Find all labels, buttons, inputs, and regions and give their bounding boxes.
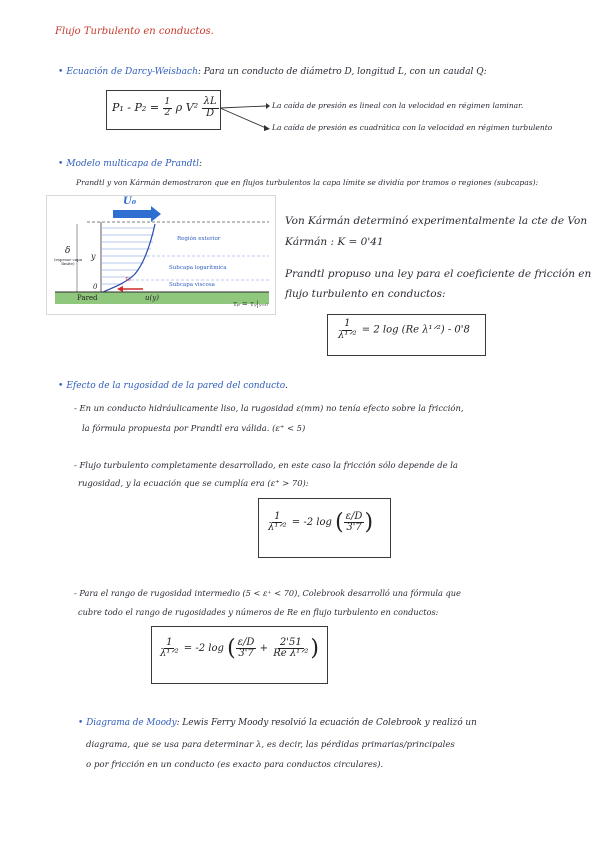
delta-label: δ (65, 246, 71, 256)
rough-eq-inner-num: ε/D (345, 510, 363, 522)
colebrook-eq-a-den: 3'7 (238, 648, 254, 659)
paren-close: ) (310, 636, 320, 661)
moody-heading (78, 718, 477, 728)
prandtl-rest: : (199, 159, 203, 169)
darcy-eq-frac (202, 97, 219, 119)
region-outer-label: Región exterior (177, 236, 221, 242)
arrow-line-2 (220, 108, 266, 128)
bullet-dot: • (78, 718, 84, 728)
darcy-eq-mid: ρ V² (175, 101, 199, 114)
darcy-heading (58, 67, 487, 77)
colebrook-eq-a-num: ε/D (237, 636, 255, 648)
u0-arrow-body (113, 210, 151, 218)
colebrook-eq-frac (158, 638, 181, 660)
moody-line-3: o por fricción en un conducto (es exacto para conductos circulares). (86, 760, 384, 770)
rugosidad-p3b: cubre todo el rango de rugosidades y números de Re en flujo turbulento en conductos: (78, 607, 439, 617)
rugosidad-lead: Efecto de la rugosidad de la pared del conducto (66, 381, 286, 391)
rough-eq-inner (344, 512, 365, 534)
prandtl-eq-frac (336, 319, 359, 341)
prandtl-lead: Modelo multicapa de Prandtl (66, 159, 200, 169)
colebrook-eq-b (271, 638, 310, 660)
prandtl-law-text-2: flujo turbulento en conductos: (285, 288, 446, 300)
darcy-lead: Ecuación de Darcy-Weisbach (66, 67, 198, 77)
paren-close: ) (364, 510, 374, 535)
region-log-label: Subcapa logarítmica (169, 265, 227, 271)
arrow-head-2 (264, 125, 270, 131)
prandtl-eq-den: λ¹ᐟ² (338, 329, 357, 341)
darcy-eq-half (163, 98, 173, 118)
darcy-note-laminar: La caída de presión es lineal con la velocidad en régimen laminar. (272, 101, 524, 110)
prandtl-law-text-1: Prandtl propuso una ley para el coeficiente de fricción en (285, 268, 592, 280)
vonkarman-text-1: Von Kármán determinó experimentalmente la cte de Von (285, 215, 588, 227)
darcy-eq-left: P₁ - P₂ = (112, 101, 160, 114)
prandtl-equation (336, 319, 470, 341)
darcy-eq-frac-den: D (206, 107, 215, 119)
prandtl-heading (58, 159, 202, 169)
colebrook-equation (158, 636, 319, 661)
rugosidad-heading (58, 381, 288, 391)
colebrook-eq-a (236, 638, 257, 660)
darcy-arrows (218, 96, 270, 132)
uy-label: u(y) (145, 294, 159, 302)
rough-eq-num: 1 (274, 510, 281, 522)
rugosidad-rest: . (285, 381, 288, 391)
moody-line-2: diagrama, que se usa para determinar λ, es decir, las pérdidas primarias/principales (86, 740, 455, 750)
tau-arrow-head (117, 286, 123, 292)
rough-eq-den: λ¹ᐟ² (268, 522, 287, 533)
region-viscous-label: Subcapa viscosa (169, 282, 215, 288)
u0-arrow-head (151, 206, 161, 222)
rough-eq-inner-den: 3'7 (346, 522, 362, 533)
origin-label: 0 (93, 283, 98, 291)
paren-open: ( (227, 636, 236, 661)
moody-lead: Diagrama de Moody (86, 718, 177, 728)
arrow-head-1 (266, 103, 270, 109)
darcy-equation (112, 97, 219, 119)
rugosidad-p2b: rugosidad, y la ecuación que se cumplía era (ε⁺ > 70): (78, 478, 309, 488)
vonkarman-text-2: Kármán : K = 0'41 (285, 236, 384, 248)
boundary-layer-figure (46, 195, 276, 315)
darcy-eq-half-den: 2 (164, 107, 171, 118)
colebrook-eq-den: λ¹ᐟ² (160, 648, 179, 659)
colebrook-eq-plus: + (259, 643, 269, 654)
colebrook-eq-num: 1 (166, 636, 173, 648)
darcy-rest: : Para un conducto de diámetro D, longitud L, con un caudal Q: (197, 67, 487, 77)
darcy-eq-frac-num: λL (203, 96, 217, 107)
delta-sub-label: (espesor capa límite) (53, 257, 83, 267)
page-title: Flujo Turbulento en conductos. (55, 26, 214, 37)
rugosidad-p2a: - Flujo turbulento completamente desarrollado, en este caso la fricción sólo depende de la (74, 460, 458, 470)
rough-eq-mid: = -2 log (291, 517, 332, 528)
moody-rest: : Lewis Ferry Moody resolvió la ecuación de Colebrook y realizó un (176, 718, 477, 728)
rough-eq-frac (266, 512, 289, 534)
tau-equation: τₚ = τᵧ|ᵧ₌₀ (233, 300, 268, 308)
bullet-dot: • (58, 67, 64, 77)
bullet-dot: • (58, 381, 64, 391)
y-label: y (91, 252, 96, 261)
colebrook-eq-b-den: Re λ¹ᐟ² (273, 648, 309, 659)
prandtl-intro: Prandtl y von Kármán demostraron que en flujos turbulentos la capa límite se dividía por tramos o regiones (subcapas): (76, 178, 539, 187)
darcy-eq-half-num: 1 (164, 97, 171, 108)
u0-label: U₀ (123, 196, 137, 207)
colebrook-eq-mid: = -2 log (183, 643, 224, 654)
rugosidad-p3a: - Para el rango de rugosidad intermedio (5 < ε⁺ < 70), Colebrook desarrolló una fórmula que (74, 588, 461, 598)
paren-open: ( (335, 510, 344, 535)
rough-equation (266, 510, 373, 535)
tau-label: τₚ (125, 276, 131, 283)
pared-label: Pared (77, 294, 98, 302)
colebrook-eq-b-num: 2'51 (279, 636, 302, 648)
prandtl-eq-num: 1 (344, 318, 351, 329)
bullet-dot: • (58, 159, 64, 169)
rugosidad-p1b: la fórmula propuesta por Prandtl era válida. (ε⁺ < 5) (82, 423, 306, 433)
arrow-line-1 (220, 106, 266, 108)
prandtl-eq-rest: = 2 log (Re λ¹ᐟ²) - 0'8 (361, 324, 470, 336)
rugosidad-p1a: - En un conducto hidráulicamente liso, la rugosidad ε(mm) no tenía efecto sobre la fricción, (74, 403, 464, 413)
darcy-note-turbulent: La caída de presión es cuadrática con la velocidad en régimen turbulento (272, 123, 553, 132)
